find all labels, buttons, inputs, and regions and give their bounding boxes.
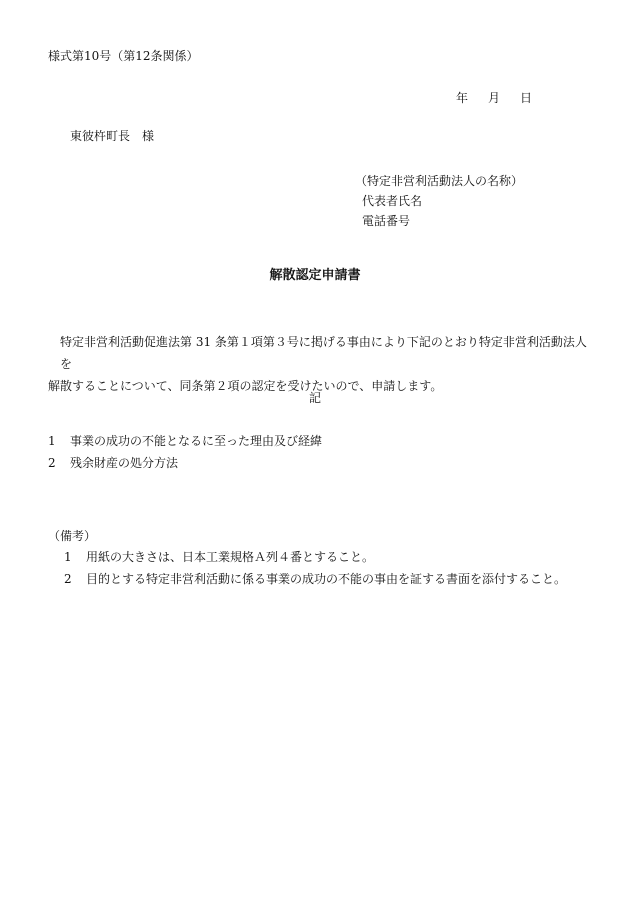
document-title: 解散認定申請書 bbox=[269, 268, 361, 283]
item-text: 残余財産の処分方法 bbox=[70, 456, 179, 470]
remark-number: 2 bbox=[64, 572, 72, 586]
remarks-list bbox=[64, 546, 566, 590]
form-number: 様式第10号（第12条関係） bbox=[48, 49, 199, 63]
recipient: 東彼杵町長 様 bbox=[70, 129, 155, 143]
remark-item bbox=[64, 546, 566, 568]
date-year: 年 bbox=[456, 91, 469, 105]
list-item bbox=[48, 452, 322, 474]
applicant-block bbox=[355, 171, 523, 231]
date-line bbox=[456, 92, 532, 104]
body-line-1: 特定非営利活動促進法第 31 条第１項第３号に掲げる事由により下記のとおり特定非営利活動法人を bbox=[60, 335, 587, 371]
remark-item bbox=[64, 568, 566, 590]
item-number: 2 bbox=[48, 456, 56, 470]
remark-text: 用紙の大きさは、日本工業規格Ａ列４番とすること。 bbox=[86, 550, 375, 564]
ki-heading: 記 bbox=[308, 391, 321, 405]
item-number: 1 bbox=[48, 434, 56, 448]
applicant-org-name: （特定非営利活動法人の名称） bbox=[355, 174, 524, 188]
date-month: 月 bbox=[488, 91, 501, 105]
remark-text: 目的とする特定非営利活動に係る事業の成功の不能の事由を証する書面を添付すること。 bbox=[86, 572, 567, 586]
remark-number: 1 bbox=[64, 550, 72, 564]
date-day: 日 bbox=[520, 91, 533, 105]
applicant-representative: 代表者氏名 bbox=[362, 194, 423, 208]
list-item bbox=[48, 430, 322, 452]
items-list bbox=[48, 430, 322, 474]
remarks-heading: （備考） bbox=[48, 529, 97, 543]
body-line-2: 解散することについて、同条第２項の認定を受けたいので、申請します。 bbox=[48, 379, 443, 393]
applicant-phone: 電話番号 bbox=[362, 214, 411, 228]
body-paragraph bbox=[48, 331, 593, 397]
item-text: 事業の成功の不能となるに至った理由及び経緯 bbox=[70, 434, 323, 448]
